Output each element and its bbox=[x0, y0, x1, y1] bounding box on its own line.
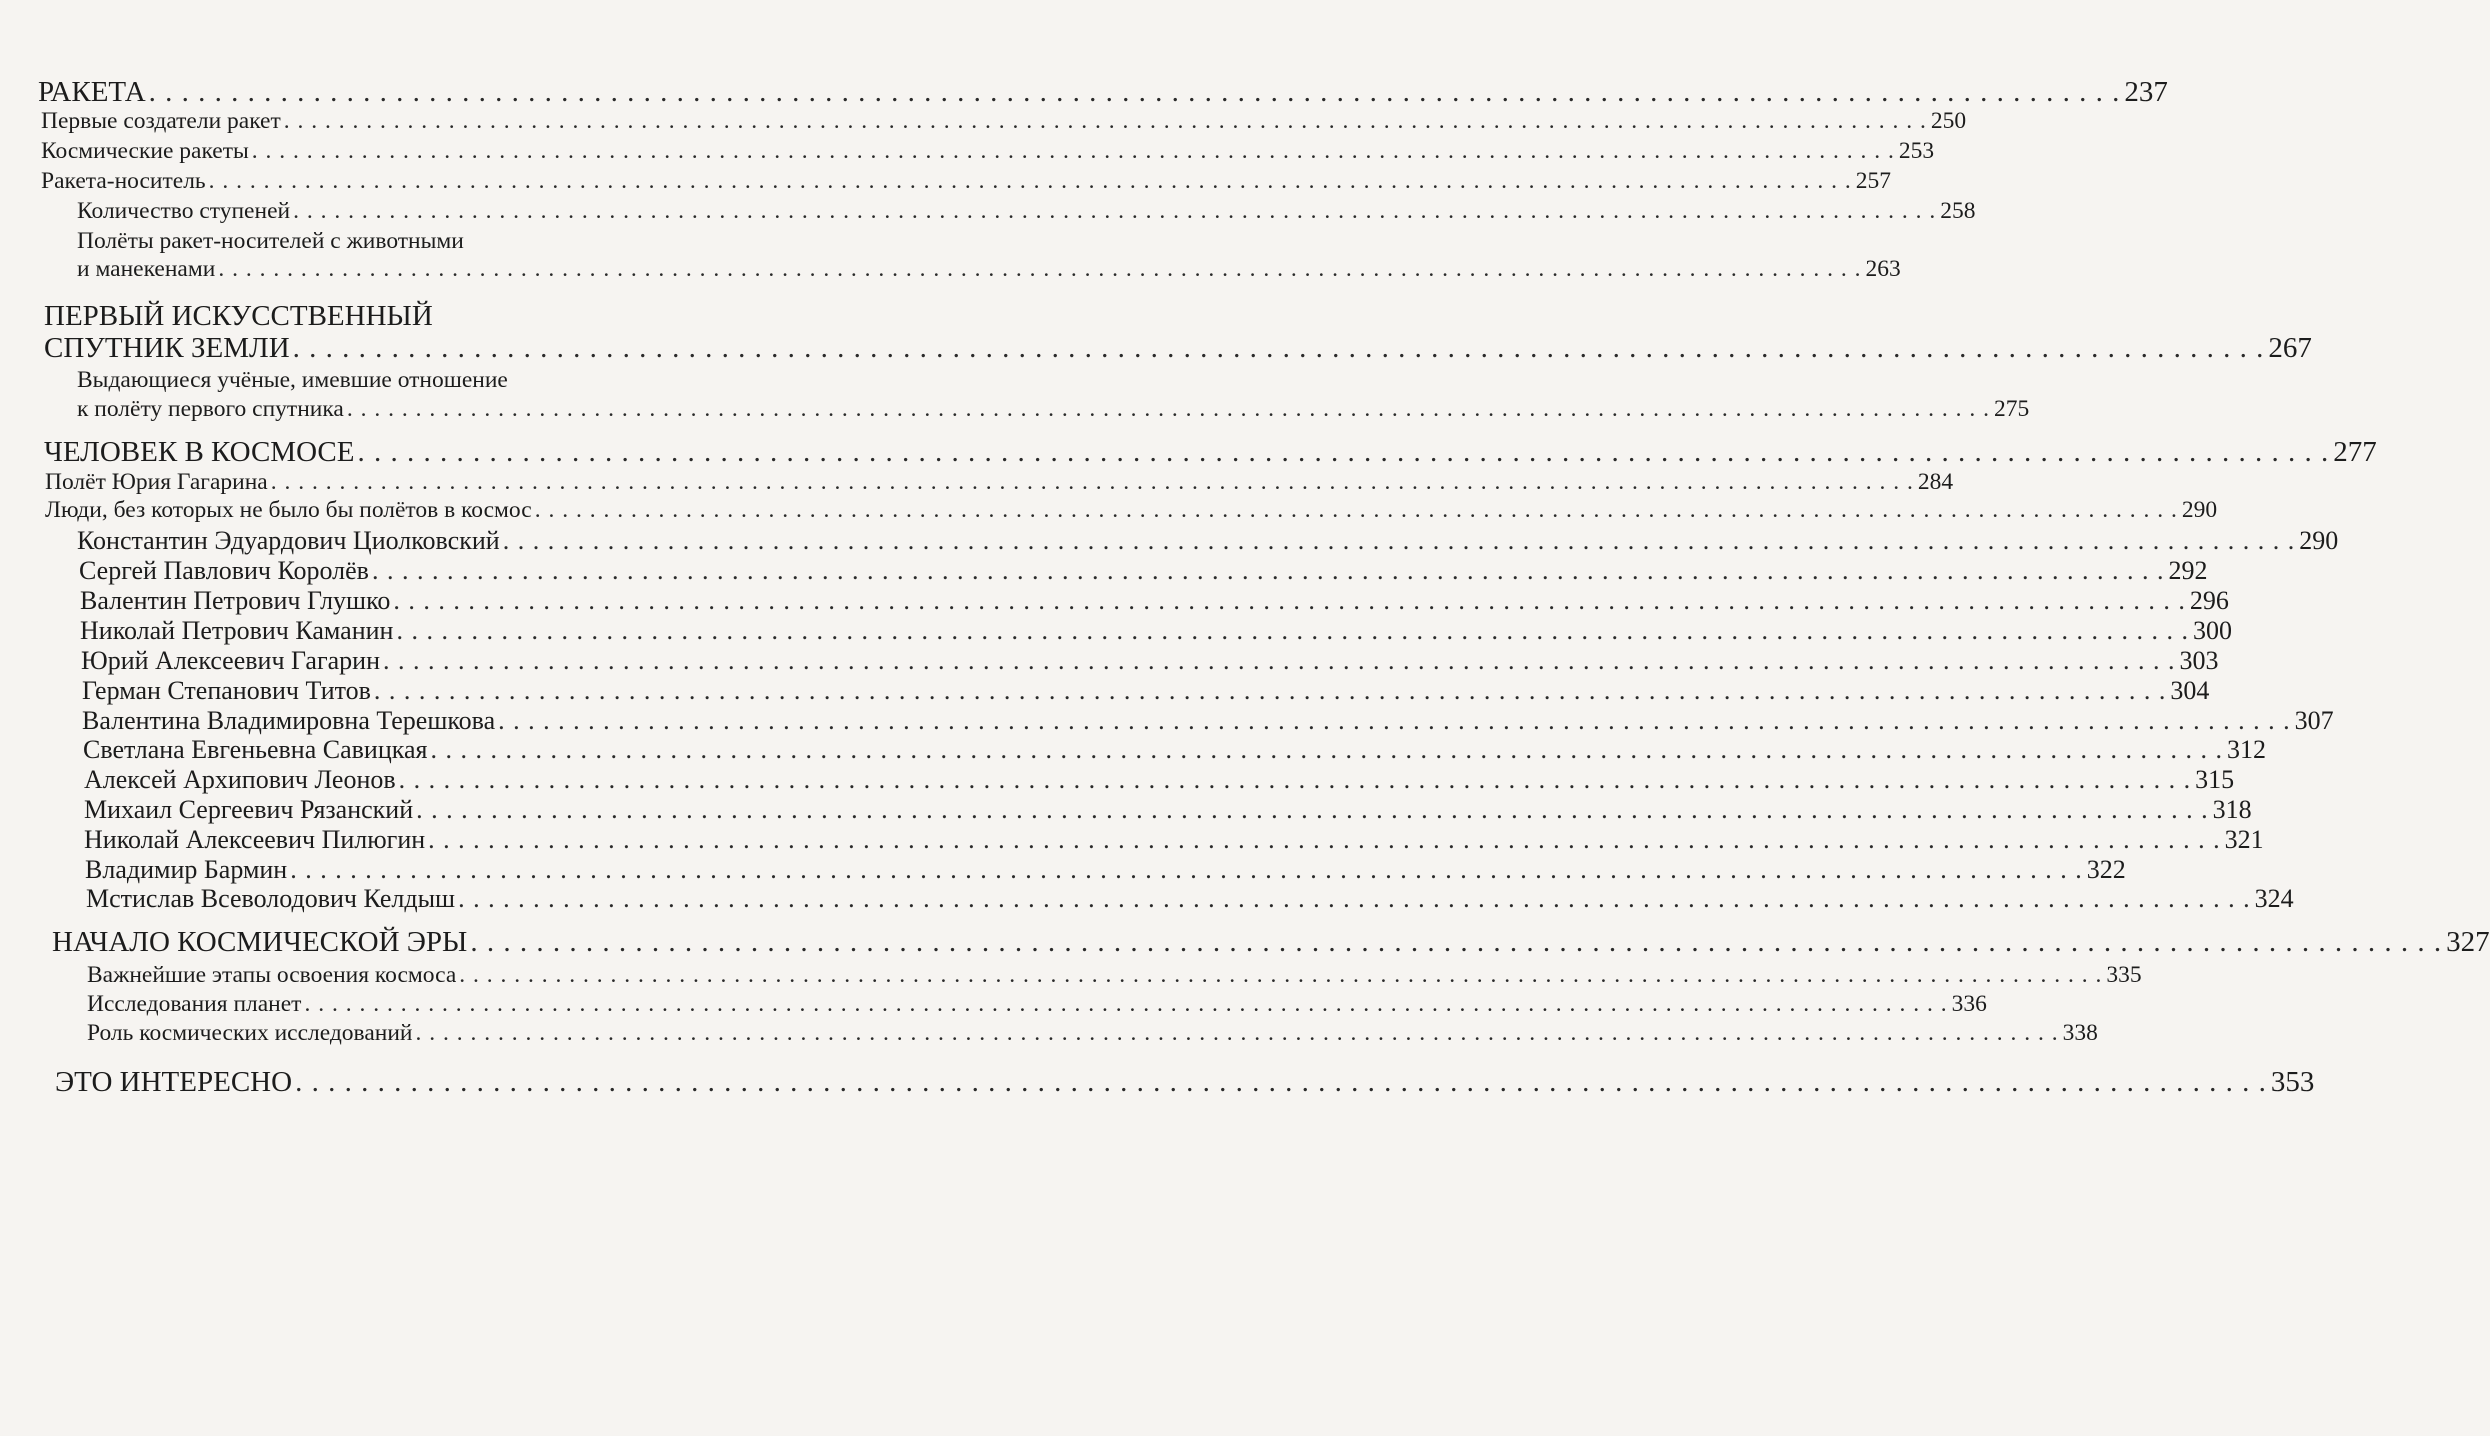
toc-page-number: 318 bbox=[2212, 795, 2252, 824]
toc-page-number: 336 bbox=[1951, 991, 1987, 1017]
dot-leader: . . . . . . . . . . . . . . . . . . . . . . . . . . . . . . . . . . . . . . . . . . . . . . . . . . . . . . . . . . . . . . . . . . . . . . . . . . . . . . . . . . . . . . . . . . . . . . . . . . . . . . . . . . . . . . . . . . . . . . . . bbox=[290, 855, 2083, 884]
dot-leader: . . . . . . . . . . . . . . . . . . . . . . . . . . . . . . . . . . . . . . . . . . . . . . . . . . . . . . . . . . . . . . . . . . . . . . . . . . . . . . . . . . . . . . . . . . . . . . . . . . . . . . . . . . . . . . . . . . . . . . . . bbox=[396, 616, 2189, 645]
dot-leader: . . . . . . . . . . . . . . . . . . . . . . . . . . . . . . . . . . . . . . . . . . . . . . . . . . . . . . . . . . . . . . . . . . . . . . . . . . . . . . . . . . . . . . . . . . . . . . . . . . . . . . . . . . . . . . . . . . . . . . . . bbox=[292, 332, 2265, 364]
toc-title: ЧЕЛОВЕК В КОСМОСЕ bbox=[44, 436, 355, 468]
toc-entry bbox=[85, 855, 2126, 885]
toc-entry bbox=[77, 198, 1976, 225]
toc-title-line1: Выдающиеся учёные, имевшие отношение bbox=[77, 367, 508, 393]
toc-entry bbox=[86, 884, 2294, 914]
toc-entry-section bbox=[52, 926, 2490, 959]
toc-entry bbox=[87, 962, 2142, 989]
dot-leader: . . . . . . . . . . . . . . . . . . . . . . . . . . . . . . . . . . . . . . . . . . . . . . . . . . . . . . . . . . . . . . . . . . . . . . . . . . . . . . . . . . . . . . . . . . . . . . . . . . . . . . . . . . . . . . . . . . . . . . . . bbox=[428, 825, 2221, 854]
toc-entry bbox=[41, 168, 1892, 195]
toc-page-number: 327 bbox=[2446, 926, 2490, 958]
toc-entry bbox=[87, 1020, 2098, 1047]
toc-page-number: 292 bbox=[2168, 556, 2208, 585]
toc-entry bbox=[77, 256, 1901, 283]
dot-leader: . . . . . . . . . . . . . . . . . . . . . . . . . . . . . . . . . . . . . . . . . . . . . . . . . . . . . . . . . . . . . . . . . . . . . . . . . . . . . . . . . . . . . . . . . . . . . . . . . . . . . . . . . . . . . . . . . . . . . . . . bbox=[218, 256, 1862, 282]
dot-leader: . . . . . . . . . . . . . . . . . . . . . . . . . . . . . . . . . . . . . . . . . . . . . . . . . . . . . . . . . . . . . . . . . . . . . . . . . . . . . . . . . . . . . . . . . . . . . . . . . . . . . . . . . . . . . . . . . . . . . . . . bbox=[383, 646, 2176, 675]
toc-page-number: 324 bbox=[2254, 884, 2294, 913]
toc-title: Ракета-носитель bbox=[41, 168, 206, 194]
toc-title: Сергей Павлович Королёв bbox=[79, 556, 369, 585]
toc-page-number: 263 bbox=[1865, 256, 1901, 282]
toc-title: РАКЕТА bbox=[38, 76, 146, 108]
toc-page-number: 257 bbox=[1855, 168, 1892, 194]
dot-leader: . . . . . . . . . . . . . . . . . . . . . . . . . . . . . . . . . . . . . . . . . . . . . . . . . . . . . . . . . . . . . . . . . . . . . . . . . . . . . . . . . . . . . . . . . . . . . . . . . . . . . . . . . . . . . . . . . . . . . . . . bbox=[393, 586, 2186, 615]
dot-leader: . . . . . . . . . . . . . . . . . . . . . . . . . . . . . . . . . . . . . . . . . . . . . . . . . . . . . . . . . . . . . . . . . . . . . . . . . . . . . . . . . . . . . . . . . . . . . . . . . . . . . . . . . . . . . . . . . . . . . . . . bbox=[293, 198, 1937, 224]
toc-page-number: 353 bbox=[2270, 1066, 2315, 1098]
toc-title: Количество ступеней bbox=[77, 198, 291, 224]
dot-leader: . . . . . . . . . . . . . . . . . . . . . . . . . . . . . . . . . . . . . . . . . . . . . . . . . . . . . . . . . . . . . . . . . . . . . . . . . . . . . . . . . . . . . . . . . . . . . . . . . . . . . . . . . . . . . . . . . . . . . . . . bbox=[415, 1020, 2059, 1046]
toc-entry bbox=[80, 586, 2229, 616]
toc-entry bbox=[77, 396, 2030, 423]
toc-page-number: 315 bbox=[2195, 765, 2235, 794]
toc-title: Исследования планет bbox=[87, 991, 302, 1017]
toc-page-number: 277 bbox=[2333, 436, 2377, 468]
toc-page-number: 290 bbox=[2181, 497, 2218, 523]
toc-title: Люди, без которых не было бы полётов в космос bbox=[45, 497, 532, 523]
toc-title: ЭТО ИНТЕРЕСНО bbox=[55, 1066, 293, 1098]
toc-page-number: 338 bbox=[2062, 1020, 2098, 1046]
toc-page-number: 275 bbox=[1993, 396, 2030, 422]
toc-entry-section bbox=[38, 76, 2168, 109]
dot-leader: . . . . . . . . . . . . . . . . . . . . . . . . . . . . . . . . . . . . . . . . . . . . . . . . . . . . . . . . . . . . . . . . . . . . . . . . . . . . . . . . . . . . . . . . . . . . . . . . . . . . . . . . . . . . . . . . . . . . . . . . bbox=[346, 396, 1990, 422]
toc-page-number: 237 bbox=[2124, 76, 2168, 108]
toc-entry bbox=[45, 469, 1954, 496]
toc-title: Константин Эдуардович Циолковский bbox=[77, 526, 500, 555]
toc-title: Валентина Владимировна Терешкова bbox=[82, 706, 496, 735]
toc-page-number: 253 bbox=[1898, 138, 1935, 164]
toc-title: Николай Петрович Каманин bbox=[80, 616, 394, 645]
toc-title: Космические ракеты bbox=[41, 138, 249, 164]
toc-entry-section bbox=[55, 1066, 2315, 1099]
dot-leader: . . . . . . . . . . . . . . . . . . . . . . . . . . . . . . . . . . . . . . . . . . . . . . . . . . . . . . . . . . . . . . . . . . . . . . . . . . . . . . . . . . . . . . . . . . . . . . . . . . . . . . . . . . . . . . . . . . . . . . . . bbox=[304, 991, 1948, 1017]
toc-entry bbox=[81, 646, 2219, 676]
dot-leader: . . . . . . . . . . . . . . . . . . . . . . . . . . . . . . . . . . . . . . . . . . . . . . . . . . . . . . . . . . . . . . . . . . . . . . . . . . . . . . . . . . . . . . . . . . . . . . . . . . . . . . . . . . . . . . . . . . . . . . . . bbox=[251, 138, 1895, 164]
dot-leader: . . . . . . . . . . . . . . . . . . . . . . . . . . . . . . . . . . . . . . . . . . . . . . . . . . . . . . . . . . . . . . . . . . . . . . . . . . . . . . . . . . . . . . . . . . . . . . . . . . . . . . . . . . . . . . . . . . . . . . . . bbox=[148, 76, 2121, 108]
toc-entry bbox=[84, 795, 2252, 825]
toc-entry bbox=[82, 676, 2210, 706]
toc-title: Герман Степанович Титов bbox=[82, 676, 371, 705]
toc-page-number: 296 bbox=[2189, 586, 2229, 615]
toc-title-line1: ПЕРВЫЙ ИСКУССТВЕННЫЙ bbox=[44, 300, 433, 332]
toc-title: Валентин Петрович Глушко bbox=[80, 586, 391, 615]
toc-entry bbox=[84, 825, 2264, 855]
toc-page-number: 258 bbox=[1940, 198, 1976, 224]
toc-page-number: 312 bbox=[2226, 735, 2266, 764]
toc-page-number: 322 bbox=[2086, 855, 2126, 884]
toc-page-number: 284 bbox=[1917, 469, 1954, 495]
dot-leader: . . . . . . . . . . . . . . . . . . . . . . . . . . . . . . . . . . . . . . . . . . . . . . . . . . . . . . . . . . . . . . . . . . . . . . . . . . . . . . . . . . . . . . . . . . . . . . . . . . . . . . . . . . . . . . . . . . . . . . . . bbox=[295, 1066, 2267, 1098]
dot-leader: . . . . . . . . . . . . . . . . . . . . . . . . . . . . . . . . . . . . . . . . . . . . . . . . . . . . . . . . . . . . . . . . . . . . . . . . . . . . . . . . . . . . . . . . . . . . . . . . . . . . . . . . . . . . . . . . . . . . . . . . bbox=[502, 526, 2296, 555]
dot-leader: . . . . . . . . . . . . . . . . . . . . . . . . . . . . . . . . . . . . . . . . . . . . . . . . . . . . . . . . . . . . . . . . . . . . . . . . . . . . . . . . . . . . . . . . . . . . . . . . . . . . . . . . . . . . . . . . . . . . . . . . bbox=[270, 469, 1914, 495]
toc-entry bbox=[87, 991, 1987, 1018]
dot-leader: . . . . . . . . . . . . . . . . . . . . . . . . . . . . . . . . . . . . . . . . . . . . . . . . . . . . . . . . . . . . . . . . . . . . . . . . . . . . . . . . . . . . . . . . . . . . . . . . . . . . . . . . . . . . . . . . . . . . . . . . bbox=[416, 795, 2209, 824]
toc-title: Мстислав Всеволодович Келдыш bbox=[86, 884, 456, 913]
toc-title: Роль космических исследований bbox=[87, 1020, 413, 1046]
toc-page-number: 303 bbox=[2179, 646, 2219, 675]
toc-entry-section bbox=[44, 332, 2312, 365]
toc-entry bbox=[41, 108, 1967, 135]
toc-page-number: 335 bbox=[2106, 962, 2142, 988]
toc-entry bbox=[84, 765, 2235, 795]
dot-leader: . . . . . . . . . . . . . . . . . . . . . . . . . . . . . . . . . . . . . . . . . . . . . . . . . . . . . . . . . . . . . . . . . . . . . . . . . . . . . . . . . . . . . . . . . . . . . . . . . . . . . . . . . . . . . . . . . . . . . . . . bbox=[283, 108, 1927, 134]
toc-entry-section bbox=[44, 436, 2377, 469]
toc-entry bbox=[79, 556, 2208, 586]
dot-leader: . . . . . . . . . . . . . . . . . . . . . . . . . . . . . . . . . . . . . . . . . . . . . . . . . . . . . . . . . . . . . . . . . . . . . . . . . . . . . . . . . . . . . . . . . . . . . . . . . . . . . . . . . . . . . . . . . . . . . . . . bbox=[459, 962, 2103, 988]
toc-title: Важнейшие этапы освоения космоса bbox=[87, 962, 457, 988]
dot-leader: . . . . . . . . . . . . . . . . . . . . . . . . . . . . . . . . . . . . . . . . . . . . . . . . . . . . . . . . . . . . . . . . . . . . . . . . . . . . . . . . . . . . . . . . . . . . . . . . . . . . . . . . . . . . . . . . . . . . . . . . bbox=[398, 765, 2192, 794]
toc-page-number: 321 bbox=[2224, 825, 2264, 854]
dot-leader: . . . . . . . . . . . . . . . . . . . . . . . . . . . . . . . . . . . . . . . . . . . . . . . . . . . . . . . . . . . . . . . . . . . . . . . . . . . . . . . . . . . . . . . . . . . . . . . . . . . . . . . . . . . . . . . . . . . . . . . . bbox=[371, 556, 2165, 585]
toc-page-number: 267 bbox=[2268, 332, 2312, 364]
toc-title: НАЧАЛО КОСМИЧЕСКОЙ ЭРЫ bbox=[52, 926, 468, 958]
toc-entry bbox=[83, 735, 2266, 765]
toc-title: Юрий Алексеевич Гагарин bbox=[81, 646, 380, 675]
toc-page-number: 307 bbox=[2294, 706, 2334, 735]
toc-entry bbox=[80, 616, 2232, 646]
dot-leader: . . . . . . . . . . . . . . . . . . . . . . . . . . . . . . . . . . . . . . . . . . . . . . . . . . . . . . . . . . . . . . . . . . . . . . . . . . . . . . . . . . . . . . . . . . . . . . . . . . . . . . . . . . . . . . . . . . . . . . . . bbox=[208, 168, 1852, 194]
toc-title: Михаил Сергеевич Рязанский bbox=[84, 795, 414, 824]
toc-title: и манекенами bbox=[77, 256, 216, 282]
toc-title: Первые создатели ракет bbox=[41, 108, 281, 134]
dot-leader: . . . . . . . . . . . . . . . . . . . . . . . . . . . . . . . . . . . . . . . . . . . . . . . . . . . . . . . . . . . . . . . . . . . . . . . . . . . . . . . . . . . . . . . . . . . . . . . . . . . . . . . . . . . . . . . . . . . . . . . . bbox=[458, 884, 2251, 913]
toc-title: к полёту первого спутника bbox=[77, 396, 344, 422]
toc-entry bbox=[45, 497, 2218, 524]
toc-page-number: 300 bbox=[2192, 616, 2232, 645]
toc-title: Алексей Архипович Леонов bbox=[84, 765, 396, 794]
toc-title: Владимир Бармин bbox=[85, 855, 288, 884]
dot-leader: . . . . . . . . . . . . . . . . . . . . . . . . . . . . . . . . . . . . . . . . . . . . . . . . . . . . . . . . . . . . . . . . . . . . . . . . . . . . . . . . . . . . . . . . . . . . . . . . . . . . . . . . . . . . . . . . . . . . . . . . bbox=[357, 436, 2330, 468]
toc-entry bbox=[82, 706, 2334, 736]
toc-title-line1: Полёты ракет-носителей с животными bbox=[77, 228, 464, 254]
toc-title: Полёт Юрия Гагарина bbox=[45, 469, 268, 495]
dot-leader: . . . . . . . . . . . . . . . . . . . . . . . . . . . . . . . . . . . . . . . . . . . . . . . . . . . . . . . . . . . . . . . . . . . . . . . . . . . . . . . . . . . . . . . . . . . . . . . . . . . . . . . . . . . . . . . . . . . . . . . . bbox=[373, 676, 2167, 705]
toc-entry bbox=[41, 138, 1935, 165]
toc-page-number: 290 bbox=[2299, 526, 2339, 555]
dot-leader: . . . . . . . . . . . . . . . . . . . . . . . . . . . . . . . . . . . . . . . . . . . . . . . . . . . . . . . . . . . . . . . . . . . . . . . . . . . . . . . . . . . . . . . . . . . . . . . . . . . . . . . . . . . . . . . . . . . . . . . . bbox=[498, 706, 2291, 735]
toc-entry bbox=[77, 526, 2339, 556]
toc-title: СПУТНИК ЗЕМЛИ bbox=[44, 332, 290, 364]
toc-page-number: 250 bbox=[1930, 108, 1967, 134]
toc-page-number: 304 bbox=[2170, 676, 2210, 705]
toc-title: Николай Алексеевич Пилюгин bbox=[84, 825, 426, 854]
toc-title: Светлана Евгеньевна Савицкая bbox=[83, 735, 428, 764]
dot-leader: . . . . . . . . . . . . . . . . . . . . . . . . . . . . . . . . . . . . . . . . . . . . . . . . . . . . . . . . . . . . . . . . . . . . . . . . . . . . . . . . . . . . . . . . . . . . . . . . . . . . . . . . . . . . . . . . . . . . . . . . bbox=[534, 497, 2178, 523]
dot-leader: . . . . . . . . . . . . . . . . . . . . . . . . . . . . . . . . . . . . . . . . . . . . . . . . . . . . . . . . . . . . . . . . . . . . . . . . . . . . . . . . . . . . . . . . . . . . . . . . . . . . . . . . . . . . . . . . . . . . . . . . bbox=[470, 926, 2443, 958]
dot-leader: . . . . . . . . . . . . . . . . . . . . . . . . . . . . . . . . . . . . . . . . . . . . . . . . . . . . . . . . . . . . . . . . . . . . . . . . . . . . . . . . . . . . . . . . . . . . . . . . . . . . . . . . . . . . . . . . . . . . . . . . bbox=[430, 735, 2223, 764]
